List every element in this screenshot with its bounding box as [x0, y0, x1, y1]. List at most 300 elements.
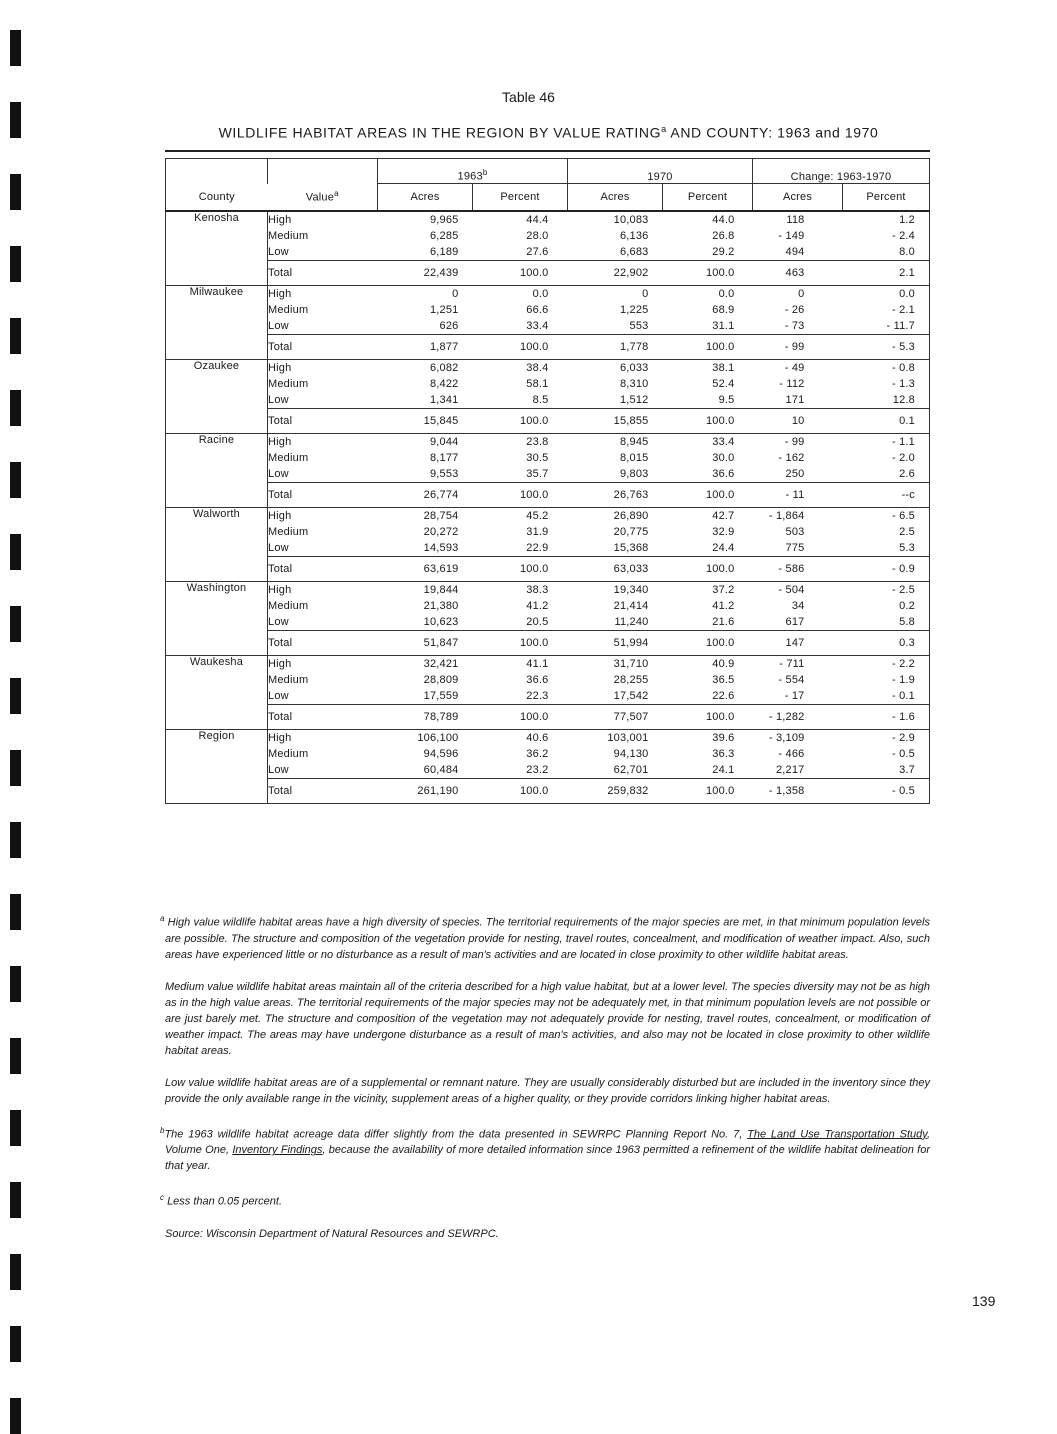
table-cell: 58.1 [526, 378, 549, 390]
table-cell: 26,890 [613, 510, 649, 522]
binding-mark [10, 1110, 21, 1146]
table-cell: 6,082 [429, 362, 459, 374]
county-group [166, 286, 930, 335]
total-acres-change: - 586 [753, 557, 843, 582]
table-cell: 30.5 [526, 452, 549, 464]
table-cell: - 162 [778, 452, 805, 464]
table-cell: 22.9 [526, 542, 549, 554]
reference-title: The Land Use Transportation Study [747, 1128, 927, 1141]
cell-acres-1963 [378, 656, 473, 705]
total-percent-change: - 0.5 [843, 779, 930, 804]
cell-acres-change [753, 360, 843, 409]
total-percent-change: 2.1 [843, 261, 930, 286]
cell-acres-change [753, 582, 843, 631]
table-cell: High [268, 510, 292, 522]
table-cell: - 2.9 [891, 732, 915, 744]
table-cell: 26.8 [712, 230, 735, 242]
table-cell: 33.4 [526, 320, 549, 332]
total-percent-1970: 100.0 [663, 409, 753, 434]
table-cell: 2.6 [899, 468, 915, 480]
table-cell: - 0.8 [891, 362, 915, 374]
table-cell: - 149 [778, 230, 805, 242]
table-cell: 23.8 [526, 436, 549, 448]
total-acres-1970: 77,507 [568, 705, 663, 730]
table-cell: 0 [642, 288, 649, 300]
table-cell: 494 [785, 246, 805, 258]
table-cell: 12.8 [892, 394, 915, 406]
table-cell: 617 [785, 616, 805, 628]
table-cell: - 711 [779, 658, 805, 670]
table-cell: 14,593 [423, 542, 459, 554]
binding-mark [10, 1182, 21, 1218]
table-body [166, 211, 930, 804]
table-cell: - 2.4 [891, 230, 915, 242]
table-cell: 36.6 [526, 674, 549, 686]
table-cell: 94,130 [613, 748, 649, 760]
table-cell: 41.2 [526, 600, 549, 612]
county-group [166, 360, 930, 409]
table-cell: 171 [785, 394, 805, 406]
footnote-a-medium: Medium value wildlife habitat areas maintain all of the criteria described for a high value habitat, but at a lower level. The species diversity may not be as high as in the high value areas. The territorial requirements of the major species may not be adequately met, in that minimum population levels are not possible or are just barely met. The structure and composition of the vegetation may not adequately provide for nesting, travel routes, concealment, or modification of weather impact. The areas may have undergone disturbance as a result of man's activities, and also may not be located in close proximity to other wildlife habitat areas. [165, 980, 930, 1057]
table-cell: 68.9 [712, 304, 735, 316]
cell-percent-change [843, 656, 930, 705]
table-cell: 0.2 [899, 600, 915, 612]
table-cell: Medium [268, 674, 309, 686]
cell-percent-1970 [663, 582, 753, 631]
total-acres-change: - 1,358 [753, 779, 843, 804]
table-cell: 31.9 [526, 526, 549, 538]
cell-acres-1970 [568, 360, 663, 409]
table-cell: High [268, 658, 292, 670]
table-cell: High [268, 214, 292, 226]
table-cell: 17,559 [423, 690, 459, 702]
table-cell: 22.3 [526, 690, 549, 702]
total-acres-1970: 15,855 [568, 409, 663, 434]
county-name: Kenosha [166, 211, 268, 286]
total-percent-1970: 100.0 [663, 779, 753, 804]
table-cell: 22.6 [712, 690, 735, 702]
table-cell: 0.0 [718, 288, 735, 300]
cell-acres-1963 [378, 434, 473, 483]
table-cell: 28.0 [526, 230, 549, 242]
table-cell: 38.4 [526, 362, 549, 374]
table-cell: 29.2 [712, 246, 735, 258]
cell-acres-1963 [378, 508, 473, 557]
cell-acres-1970 [568, 286, 663, 335]
cell-acres-change [753, 286, 843, 335]
table-cell: 0.0 [532, 288, 549, 300]
table-cell: 24.4 [712, 542, 735, 554]
total-acres-change: - 1,282 [753, 705, 843, 730]
table-cell: 21,414 [613, 600, 649, 612]
page-number: 139 [972, 1293, 996, 1309]
table-cell: 6,136 [619, 230, 649, 242]
table-cell: - 6.5 [891, 510, 915, 522]
total-percent-change: --c [843, 483, 930, 508]
title-rest: AND COUNTY: 1963 and 1970 [666, 124, 879, 141]
table-cell: 8.0 [899, 246, 915, 258]
cell-percent-1963 [473, 730, 568, 779]
table-cell: - 1.3 [891, 378, 915, 390]
table-cell: 1,251 [429, 304, 459, 316]
total-acres-1963: 26,774 [378, 483, 473, 508]
table-cell: 2,217 [775, 764, 805, 776]
total-acres-1963: 15,845 [378, 409, 473, 434]
table-cell: 626 [439, 320, 459, 332]
binding-mark [10, 462, 21, 498]
total-acres-change: 147 [753, 631, 843, 656]
table-cell: 38.1 [712, 362, 735, 374]
county-group [166, 656, 930, 705]
table-cell: Low [268, 468, 289, 480]
table-cell: 3.7 [899, 764, 915, 776]
table-cell: 17,542 [613, 690, 649, 702]
county-group [166, 508, 930, 557]
total-value: Total [268, 631, 378, 656]
total-percent-1970: 100.0 [663, 483, 753, 508]
binding-mark [10, 1038, 21, 1074]
footnote-a-high: $^a$ High value wildlife habitat areas have a high diversity of species. The territorial requirements of the major species are met, in that minimum population levels are possible. The structure and composition of the vegetation provide for nesting, travel routes, concealment, and modification of weather impact. Also, such areas have experienced little or no disturbance as a result of man's activities and are located in close proximity to other wildlife habitat areas. [160, 914, 930, 961]
table-cell: Medium [268, 230, 309, 242]
cell-percent-1963 [473, 286, 568, 335]
table-cell: 36.3 [712, 748, 735, 760]
table-cell: 8,422 [429, 378, 459, 390]
table-cell: 19,844 [423, 584, 459, 596]
table-cell: 9.5 [718, 394, 735, 406]
total-acres-change: 463 [753, 261, 843, 286]
cell-acres-1963 [378, 211, 473, 261]
table-cell: 30.0 [712, 452, 735, 464]
table-cell: - 1,864 [768, 510, 805, 522]
table-cell: - 17 [784, 690, 805, 702]
table-cell: Medium [268, 600, 309, 612]
table-cell: 15,368 [613, 542, 649, 554]
table-cell: 21,380 [423, 600, 459, 612]
header-row-columns [166, 184, 930, 212]
total-row [166, 779, 930, 804]
total-percent-change: - 5.3 [843, 335, 930, 360]
total-acres-1970: 51,994 [568, 631, 663, 656]
county-group [166, 730, 930, 779]
cell-percent-change [843, 508, 930, 557]
table-cell: 44.0 [712, 214, 735, 226]
source-note: Source: Wisconsin Department of Natural Resources and SEWRPC. [165, 1227, 499, 1240]
total-value: Total [268, 335, 378, 360]
cell-acres-change [753, 508, 843, 557]
total-acres-1970: 26,763 [568, 483, 663, 508]
table-cell: 33.4 [712, 436, 735, 448]
header-percent-1963: Percent [473, 184, 568, 212]
total-acres-1963: 78,789 [378, 705, 473, 730]
header-blank [268, 159, 378, 184]
header-county: County [166, 184, 268, 212]
table-cell: 9,044 [429, 436, 459, 448]
total-value: Total [268, 409, 378, 434]
table-cell: 9,965 [429, 214, 459, 226]
table-cell: 40.9 [712, 658, 735, 670]
title-sup: a [661, 124, 667, 134]
total-acres-1970: 259,832 [568, 779, 663, 804]
total-acres-1970: 63,033 [568, 557, 663, 582]
binding-mark [10, 534, 21, 570]
binding-mark [10, 1326, 21, 1362]
table-cell: - 73 [784, 320, 805, 332]
table-cell: 10,623 [423, 616, 459, 628]
cell-acres-1970 [568, 656, 663, 705]
county-group [166, 434, 930, 483]
total-percent-1963: 100.0 [473, 779, 568, 804]
table-cell: - 99 [784, 436, 805, 448]
table-cell: 36.2 [526, 748, 549, 760]
total-percent-1970: 100.0 [663, 335, 753, 360]
table-cell: 0 [452, 288, 459, 300]
table-cell: 28,255 [613, 674, 649, 686]
total-acres-1963: 22,439 [378, 261, 473, 286]
cell-percent-1970 [663, 730, 753, 779]
header-acres-1970: Acres [568, 184, 663, 212]
total-percent-1970: 100.0 [663, 261, 753, 286]
table-cell: Low [268, 764, 289, 776]
table-cell: 62,701 [613, 764, 649, 776]
cell-acres-1963 [378, 360, 473, 409]
table-cell: 5.8 [899, 616, 915, 628]
total-row [166, 557, 930, 582]
reference-volume: Inventory Findings [232, 1144, 323, 1157]
total-row [166, 483, 930, 508]
table-cell: - 2.5 [891, 584, 915, 596]
table-cell: High [268, 436, 292, 448]
header-acres-change: Acres [753, 184, 843, 212]
binding-marks [10, 0, 22, 1379]
binding-mark [10, 246, 21, 282]
table-cell: 775 [785, 542, 805, 554]
binding-mark [10, 1398, 21, 1434]
table-cell: 118 [786, 214, 805, 226]
cell-acres-1963 [378, 730, 473, 779]
table-cell: 1,512 [619, 394, 649, 406]
cell-percent-change [843, 582, 930, 631]
cell-value [268, 286, 378, 335]
table-cell: 8,945 [619, 436, 649, 448]
cell-percent-1963 [473, 211, 568, 261]
table-cell: 37.2 [712, 584, 735, 596]
total-percent-1970: 100.0 [663, 631, 753, 656]
table-number: Table 46 [502, 89, 555, 105]
cell-percent-change [843, 360, 930, 409]
table-cell: 36.5 [712, 674, 735, 686]
table-cell: 8,015 [619, 452, 649, 464]
total-value: Total [268, 483, 378, 508]
table-cell: 9,803 [619, 468, 649, 480]
cell-value [268, 211, 378, 261]
table-cell: 41.1 [526, 658, 549, 670]
cell-acres-1970 [568, 582, 663, 631]
table-cell: - 1.1 [891, 436, 915, 448]
table-cell: 5.3 [899, 542, 915, 554]
county-name: Milwaukee [166, 286, 268, 360]
county-name: Walworth [166, 508, 268, 582]
cell-percent-change [843, 434, 930, 483]
cell-acres-change [753, 730, 843, 779]
total-percent-1963: 100.0 [473, 409, 568, 434]
table-cell: 66.6 [526, 304, 549, 316]
binding-mark [10, 1254, 21, 1290]
table-cell: 24.1 [712, 764, 735, 776]
table-cell: Low [268, 616, 289, 628]
table-cell: 103,001 [607, 732, 649, 744]
table-cell: - 0.5 [891, 748, 915, 760]
table-cell: 106,100 [417, 732, 459, 744]
total-acres-1970: 22,902 [568, 261, 663, 286]
table-cell: 32.9 [712, 526, 735, 538]
total-row [166, 631, 930, 656]
cell-value [268, 434, 378, 483]
total-percent-1963: 100.0 [473, 631, 568, 656]
binding-mark [10, 174, 21, 210]
table-cell: - 554 [778, 674, 805, 686]
cell-acres-1970 [568, 211, 663, 261]
table-cell: 20,775 [613, 526, 649, 538]
table-cell: 41.2 [712, 600, 735, 612]
cell-percent-1970 [663, 211, 753, 261]
table-cell: - 2.0 [891, 452, 915, 464]
total-acres-1963: 51,847 [378, 631, 473, 656]
table-cell: 19,340 [613, 584, 649, 596]
table-cell: High [268, 362, 292, 374]
table-cell: 40.6 [526, 732, 549, 744]
cell-percent-1970 [663, 286, 753, 335]
table-cell: 39.6 [712, 732, 735, 744]
table-cell: 28,809 [423, 674, 459, 686]
table-cell: 20,272 [423, 526, 459, 538]
table-cell: Medium [268, 452, 309, 464]
table-cell: 9,553 [429, 468, 459, 480]
habitat-table [165, 158, 930, 804]
total-percent-1963: 100.0 [473, 483, 568, 508]
cell-value [268, 508, 378, 557]
cell-acres-1963 [378, 582, 473, 631]
cell-percent-1970 [663, 656, 753, 705]
cell-percent-change [843, 286, 930, 335]
binding-mark [10, 750, 21, 786]
binding-mark [10, 390, 21, 426]
total-percent-change: 0.3 [843, 631, 930, 656]
cell-acres-change [753, 211, 843, 261]
title-main: WILDLIFE HABITAT AREAS IN THE REGION BY VALUE RATING [218, 124, 662, 141]
table-cell: - 2.2 [891, 658, 915, 670]
cell-acres-1970 [568, 508, 663, 557]
table-cell: 20.5 [526, 616, 549, 628]
table-cell: High [268, 288, 292, 300]
table-cell: 503 [785, 526, 805, 538]
table-cell: High [268, 584, 292, 596]
cell-percent-1963 [473, 582, 568, 631]
total-percent-1963: 100.0 [473, 335, 568, 360]
table-cell: Low [268, 542, 289, 554]
header-blank [166, 159, 268, 184]
table-top-rule [165, 150, 930, 152]
county-name: Ozaukee [166, 360, 268, 434]
table-cell: 35.7 [526, 468, 549, 480]
footnotes [160, 911, 930, 1242]
cell-percent-1963 [473, 656, 568, 705]
cell-percent-1963 [473, 508, 568, 557]
table-cell: - 3,109 [768, 732, 805, 744]
total-percent-1963: 100.0 [473, 261, 568, 286]
county-group [166, 211, 930, 261]
total-percent-1963: 100.0 [473, 705, 568, 730]
table-cell: - 112 [779, 378, 805, 390]
table-cell: 2.5 [899, 526, 915, 538]
table-cell: Low [268, 320, 289, 332]
table-cell: - 2.1 [891, 304, 915, 316]
table-cell: - 0.1 [891, 690, 915, 702]
table-cell: 6,189 [429, 246, 459, 258]
binding-mark [10, 966, 21, 1002]
table-cell: 28,754 [423, 510, 459, 522]
total-percent-change: - 0.9 [843, 557, 930, 582]
table-cell: Low [268, 690, 289, 702]
table-cell: - 1.9 [891, 674, 915, 686]
table-cell: Medium [268, 378, 309, 390]
table-cell: 32,421 [423, 658, 459, 670]
total-acres-change: - 99 [753, 335, 843, 360]
table-cell: 11,240 [614, 616, 649, 628]
cell-value [268, 730, 378, 779]
table-title [0, 124, 1057, 141]
table-cell: Medium [268, 304, 309, 316]
total-percent-1963: 100.0 [473, 557, 568, 582]
county-name: Waukesha [166, 656, 268, 730]
footnote-c: $^c$ Less than 0.05 percent. [160, 1193, 283, 1208]
cell-value [268, 582, 378, 631]
table-cell: High [268, 732, 292, 744]
cell-percent-change [843, 211, 930, 261]
table-cell: 27.6 [526, 246, 549, 258]
county-name: Washington [166, 582, 268, 656]
binding-mark [10, 894, 21, 930]
total-value: Total [268, 705, 378, 730]
cell-acres-change [753, 656, 843, 705]
table-cell: Low [268, 246, 289, 258]
binding-mark [10, 318, 21, 354]
table-cell: Medium [268, 748, 309, 760]
cell-percent-1963 [473, 434, 568, 483]
table-cell: 250 [785, 468, 805, 480]
table-cell: - 49 [784, 362, 805, 374]
table-cell: 45.2 [526, 510, 549, 522]
table-cell: - 26 [784, 304, 805, 316]
table-cell: - 11.7 [886, 320, 915, 332]
total-value: Total [268, 779, 378, 804]
table-cell: 52.4 [712, 378, 735, 390]
table-cell: 94,596 [423, 748, 459, 760]
table-cell: 6,033 [619, 362, 649, 374]
cell-acres-1970 [568, 434, 663, 483]
table-cell: 0 [798, 288, 805, 300]
total-row [166, 705, 930, 730]
binding-mark [10, 606, 21, 642]
total-acres-change: 10 [753, 409, 843, 434]
header-1970: 1970 [568, 159, 753, 184]
total-acres-1963: 1,877 [378, 335, 473, 360]
table-cell: 1,225 [619, 304, 649, 316]
table-cell: 21.6 [712, 616, 735, 628]
table-cell: 31.1 [712, 320, 735, 332]
header-row-years [166, 159, 930, 184]
total-percent-1970: 100.0 [663, 705, 753, 730]
table-cell: 8.5 [532, 394, 549, 406]
